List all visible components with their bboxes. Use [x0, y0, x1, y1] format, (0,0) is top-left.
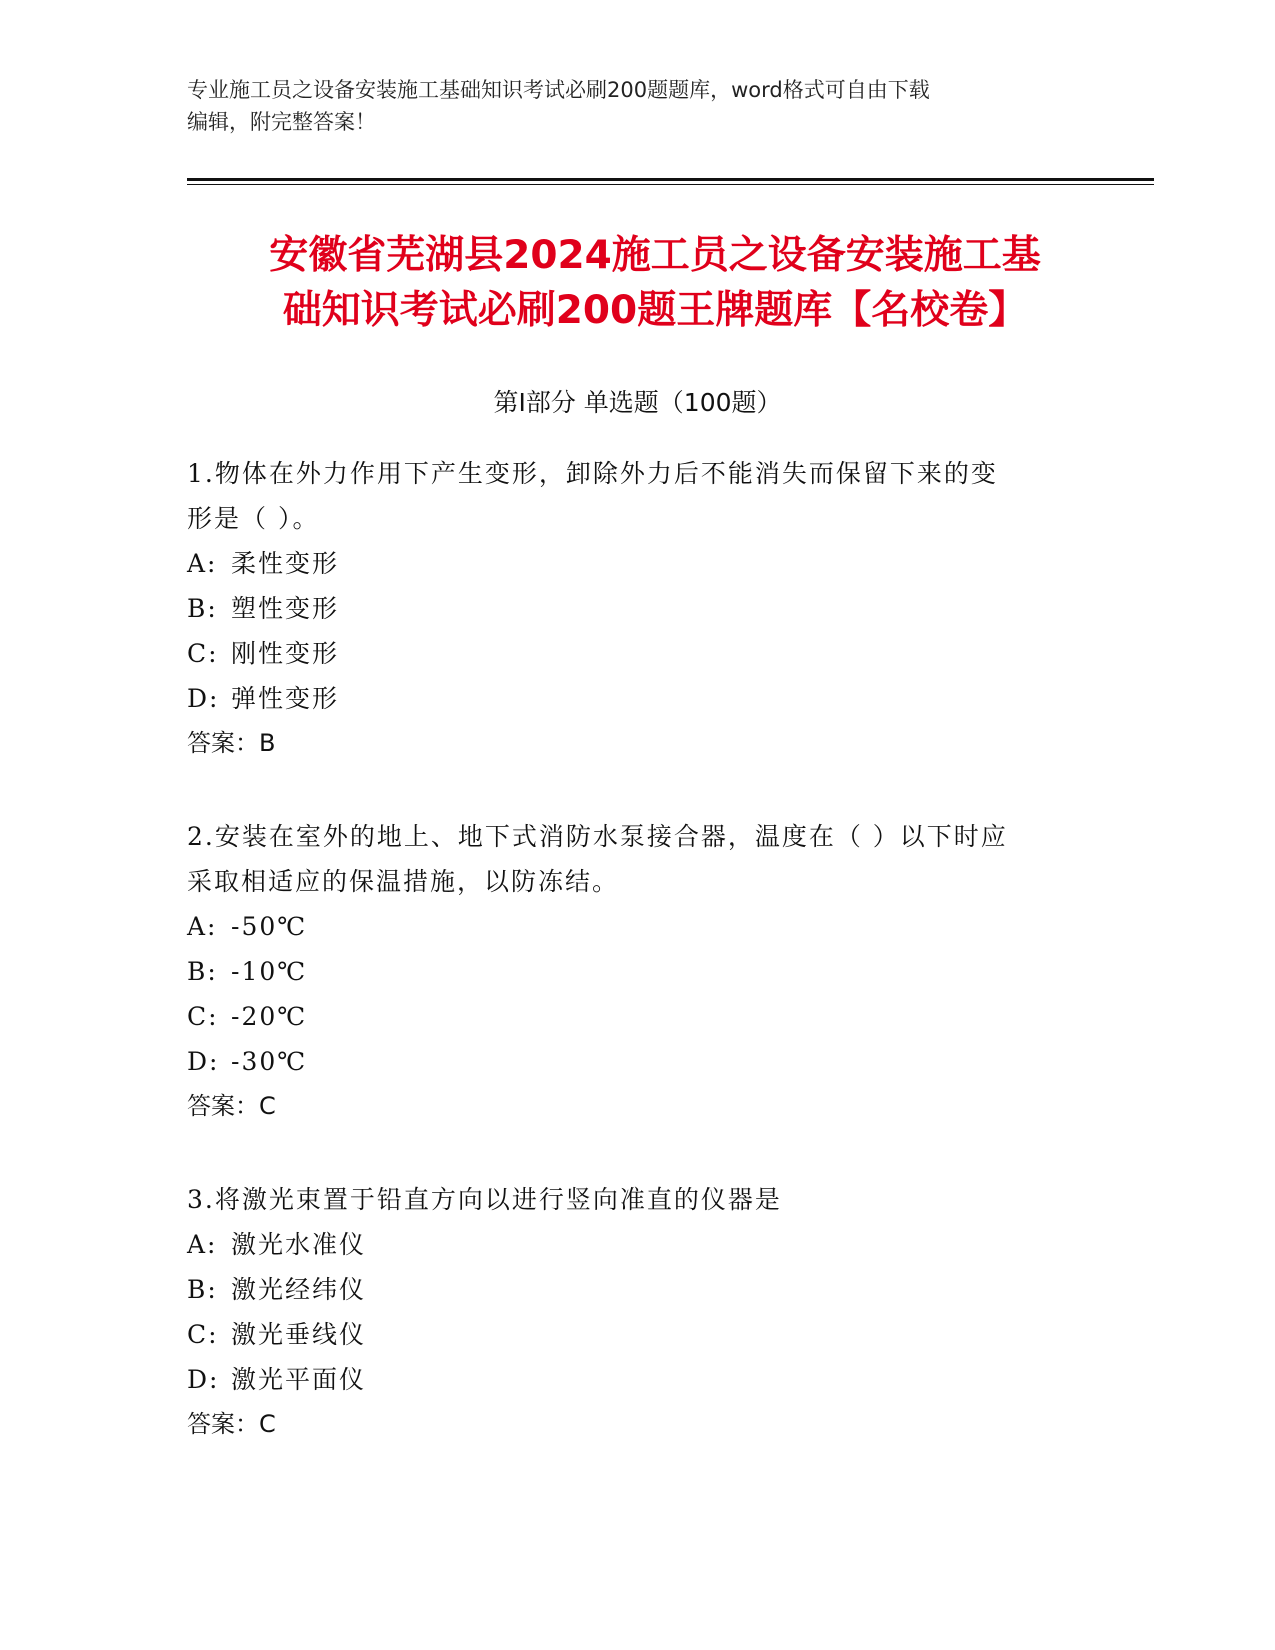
- document-title-line-1: 安徽省芜湖县2024施工员之设备安装施工基: [269, 233, 1041, 278]
- answer: 答案：B: [187, 729, 276, 757]
- option-text: 激光经纬仪: [231, 1275, 367, 1304]
- option-d: [187, 1039, 1087, 1084]
- option-a: [187, 904, 1087, 949]
- option-text: 弹性变形: [231, 684, 340, 713]
- option-d: [187, 676, 1087, 721]
- option-c: [187, 631, 1087, 676]
- header-note-line-1: 专业施工员之设备安装施工基础知识考试必刷200题题库，word格式可自由下载: [187, 78, 930, 102]
- option-b: [187, 949, 1087, 994]
- option-key: D:: [187, 1365, 220, 1394]
- option-d: [187, 1357, 1087, 1402]
- answer: 答案：C: [187, 1410, 276, 1438]
- option-text: 激光垂线仪: [231, 1320, 367, 1349]
- option-a: [187, 541, 1087, 586]
- option-key: D:: [187, 684, 220, 713]
- option-text: -20℃: [231, 1002, 308, 1031]
- question-1: [187, 451, 1087, 766]
- section-title: 第Ⅰ部分 单选题（100题）: [493, 388, 782, 417]
- option-text: 激光水准仪: [231, 1230, 367, 1259]
- question-stem-line-1: 2.安装在室外的地上、地下式消防水泵接合器，温度在（ ）以下时应: [187, 822, 1008, 851]
- header-note: [187, 74, 1087, 138]
- option-key: B:: [187, 1275, 218, 1304]
- option-text: -10℃: [231, 957, 308, 986]
- header-rule-thick: [187, 178, 1154, 181]
- option-key: A:: [187, 1230, 218, 1259]
- question-3: [187, 1177, 1087, 1447]
- option-key: B:: [187, 957, 218, 986]
- option-text: 激光平面仪: [231, 1365, 367, 1394]
- option-key: B:: [187, 594, 218, 623]
- option-key: C:: [187, 639, 219, 668]
- option-key: C:: [187, 1002, 219, 1031]
- option-text: -50℃: [231, 912, 308, 941]
- question-stem-line-1: 3.将激光束置于铅直方向以进行竖向准直的仪器是: [187, 1185, 782, 1214]
- question-stem-line-2: 采取相适应的保温措施，以防冻结。: [187, 867, 620, 896]
- option-key: A:: [187, 912, 218, 941]
- option-text: 刚性变形: [231, 639, 340, 668]
- header-note-line-2: 编辑，附完整答案！: [187, 110, 376, 134]
- answer: 答案：C: [187, 1092, 276, 1120]
- option-text: -30℃: [231, 1047, 308, 1076]
- header-rule-thin: [187, 184, 1154, 185]
- question-2: [187, 814, 1087, 1129]
- document-title: [150, 228, 1160, 338]
- option-b: [187, 1267, 1087, 1312]
- option-a: [187, 1222, 1087, 1267]
- option-key: C:: [187, 1320, 219, 1349]
- option-text: 塑性变形: [231, 594, 340, 623]
- document-title-line-2: 础知识考试必刷200题王牌题库【名校卷】: [282, 288, 1028, 333]
- option-b: [187, 586, 1087, 631]
- option-key: D:: [187, 1047, 220, 1076]
- option-c: [187, 1312, 1087, 1357]
- option-text: 柔性变形: [231, 549, 340, 578]
- question-stem-line-1: 1.物体在外力作用下产生变形，卸除外力后不能消失而保留下来的变: [187, 459, 998, 488]
- option-key: A:: [187, 549, 218, 578]
- question-stem-line-2: 形是（ ）。: [187, 504, 320, 533]
- option-c: [187, 994, 1087, 1039]
